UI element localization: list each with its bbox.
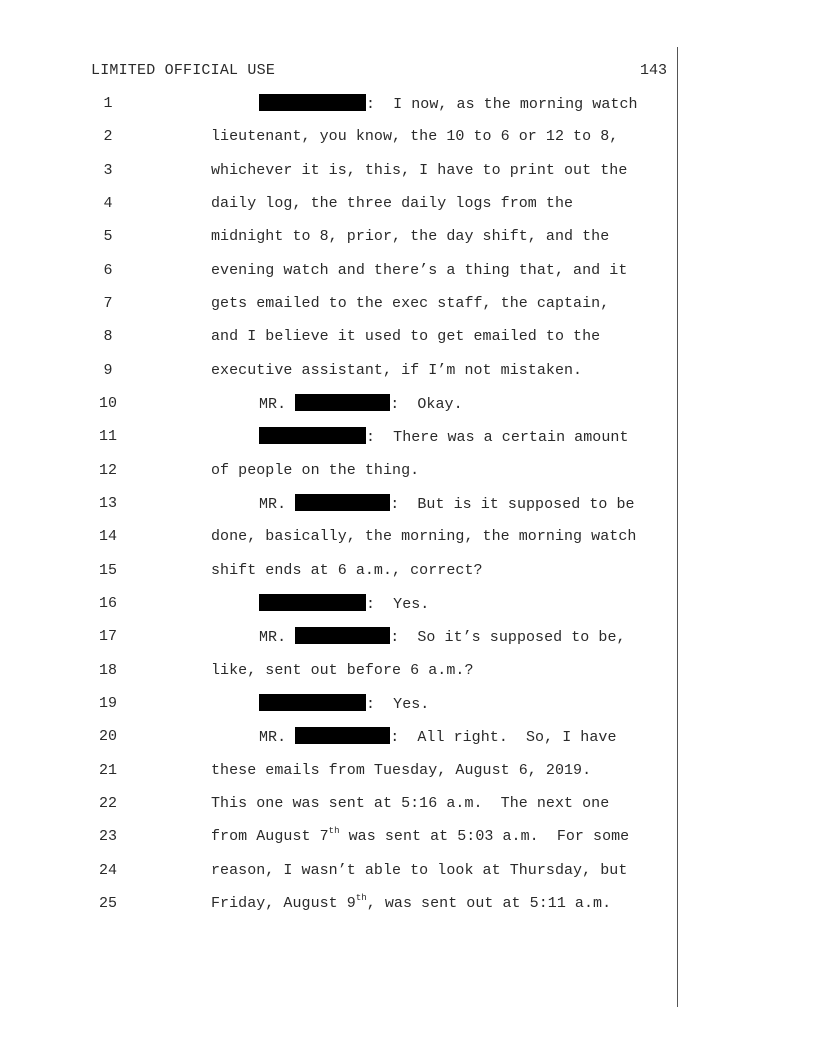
line-text [259,694,429,715]
line-number: 24 [98,862,117,879]
line-number: 7 [103,295,113,312]
line-text [259,627,626,648]
text-part: was sent at 5:03 a.m. For some [339,828,630,845]
redaction-block [295,627,390,644]
ordinal-suffix: th [328,826,340,836]
transcript-line [0,454,816,487]
transcript-line [0,687,816,720]
line-number: 11 [98,428,117,445]
transcript-line [0,587,816,620]
line-number: 8 [103,328,113,345]
speaker-prefix: MR. [259,729,296,746]
line-number: 3 [103,162,113,179]
transcript-line [0,254,816,287]
line-text: daily log, the three daily logs from the [211,195,574,212]
line-text: like, sent out before 6 a.m.? [211,662,474,679]
line-number: 23 [98,828,117,845]
transcript-line [0,887,816,920]
line-text: lieutenant, you know, the 10 to 6 or 12 to 8, [211,128,619,145]
transcript-line [0,187,816,220]
line-number: 22 [98,795,117,812]
transcript-line [0,520,816,553]
line-text [259,727,617,748]
line-number: 15 [98,562,117,579]
text-part: from August 7 [211,828,329,845]
redaction-block [259,694,366,711]
line-number: 1 [103,95,113,112]
line-text: whichever it is, this, I have to print out the [211,162,628,179]
line-number: 13 [98,495,117,512]
transcript-line [0,854,816,887]
transcript-line [0,620,816,653]
line-text [259,594,429,615]
line-number: 16 [98,595,117,612]
line-text [211,827,629,847]
page-number: 143 [639,62,667,79]
line-text: these emails from Tuesday, August 6, 2019. [211,762,592,779]
text-part: , was sent out at 5:11 a.m. [366,895,612,912]
line-number: 19 [98,695,117,712]
redaction-block [259,94,366,111]
transcript-line [0,820,816,853]
speaker-text: : Yes. [366,696,430,713]
speaker-prefix: MR. [259,629,296,646]
speaker-text: : All right. So, I have [390,729,617,746]
classification-header: LIMITED OFFICIAL USE [91,62,276,79]
line-text: midnight to 8, prior, the day shift, and the [211,228,610,245]
redaction-block [259,427,366,444]
redaction-block [259,594,366,611]
line-text: gets emailed to the exec staff, the captain, [211,295,610,312]
transcript-line [0,754,816,787]
text-part: Friday, August 9 [211,895,356,912]
line-text: This one was sent at 5:16 a.m. The next one [211,795,610,812]
line-text [259,494,635,515]
transcript-line [0,787,816,820]
transcript-line [0,320,816,353]
speaker-prefix: MR. [259,496,296,513]
speaker-text: : Yes. [366,596,430,613]
line-text [259,427,629,448]
line-number: 18 [98,662,117,679]
speaker-prefix: MR. [259,396,296,413]
line-number: 17 [98,628,117,645]
transcript-line [0,287,816,320]
line-text: of people on the thing. [211,462,420,479]
line-text [259,394,463,415]
speaker-text: : But is it supposed to be [390,496,635,513]
speaker-text: : Okay. [390,396,463,413]
speaker-text: : There was a certain amount [366,429,629,446]
transcript-line [0,87,816,120]
transcript-line [0,554,816,587]
transcript-line [0,420,816,453]
line-number: 10 [98,395,117,412]
line-number: 2 [103,128,113,145]
line-text: done, basically, the morning, the morning watch [211,528,637,545]
line-text: shift ends at 6 a.m., correct? [211,562,483,579]
redaction-block [295,494,390,511]
line-number: 12 [98,462,117,479]
line-text [259,94,638,115]
transcript-line [0,487,816,520]
line-text: executive assistant, if I’m not mistaken. [211,362,583,379]
line-number: 9 [103,362,113,379]
speaker-text: : So it’s supposed to be, [390,629,626,646]
redaction-block [295,727,390,744]
line-number: 4 [103,195,113,212]
line-number: 6 [103,262,113,279]
line-number: 21 [98,762,117,779]
line-text: reason, I wasn’t able to look at Thursday, but [211,862,628,879]
line-number: 25 [98,895,117,912]
transcript-line [0,154,816,187]
transcript-line [0,387,816,420]
ordinal-suffix: th [355,893,367,903]
speaker-text: : I now, as the morning watch [366,96,638,113]
line-text: evening watch and there’s a thing that, and it [211,262,628,279]
line-number: 5 [103,228,113,245]
line-number: 14 [98,528,117,545]
transcript-line [0,354,816,387]
transcript-line [0,720,816,753]
line-text [211,894,611,914]
transcript-line [0,220,816,253]
redaction-block [295,394,390,411]
line-text: and I believe it used to get emailed to the [211,328,601,345]
transcript-line [0,120,816,153]
line-number: 20 [98,728,117,745]
transcript-line [0,654,816,687]
